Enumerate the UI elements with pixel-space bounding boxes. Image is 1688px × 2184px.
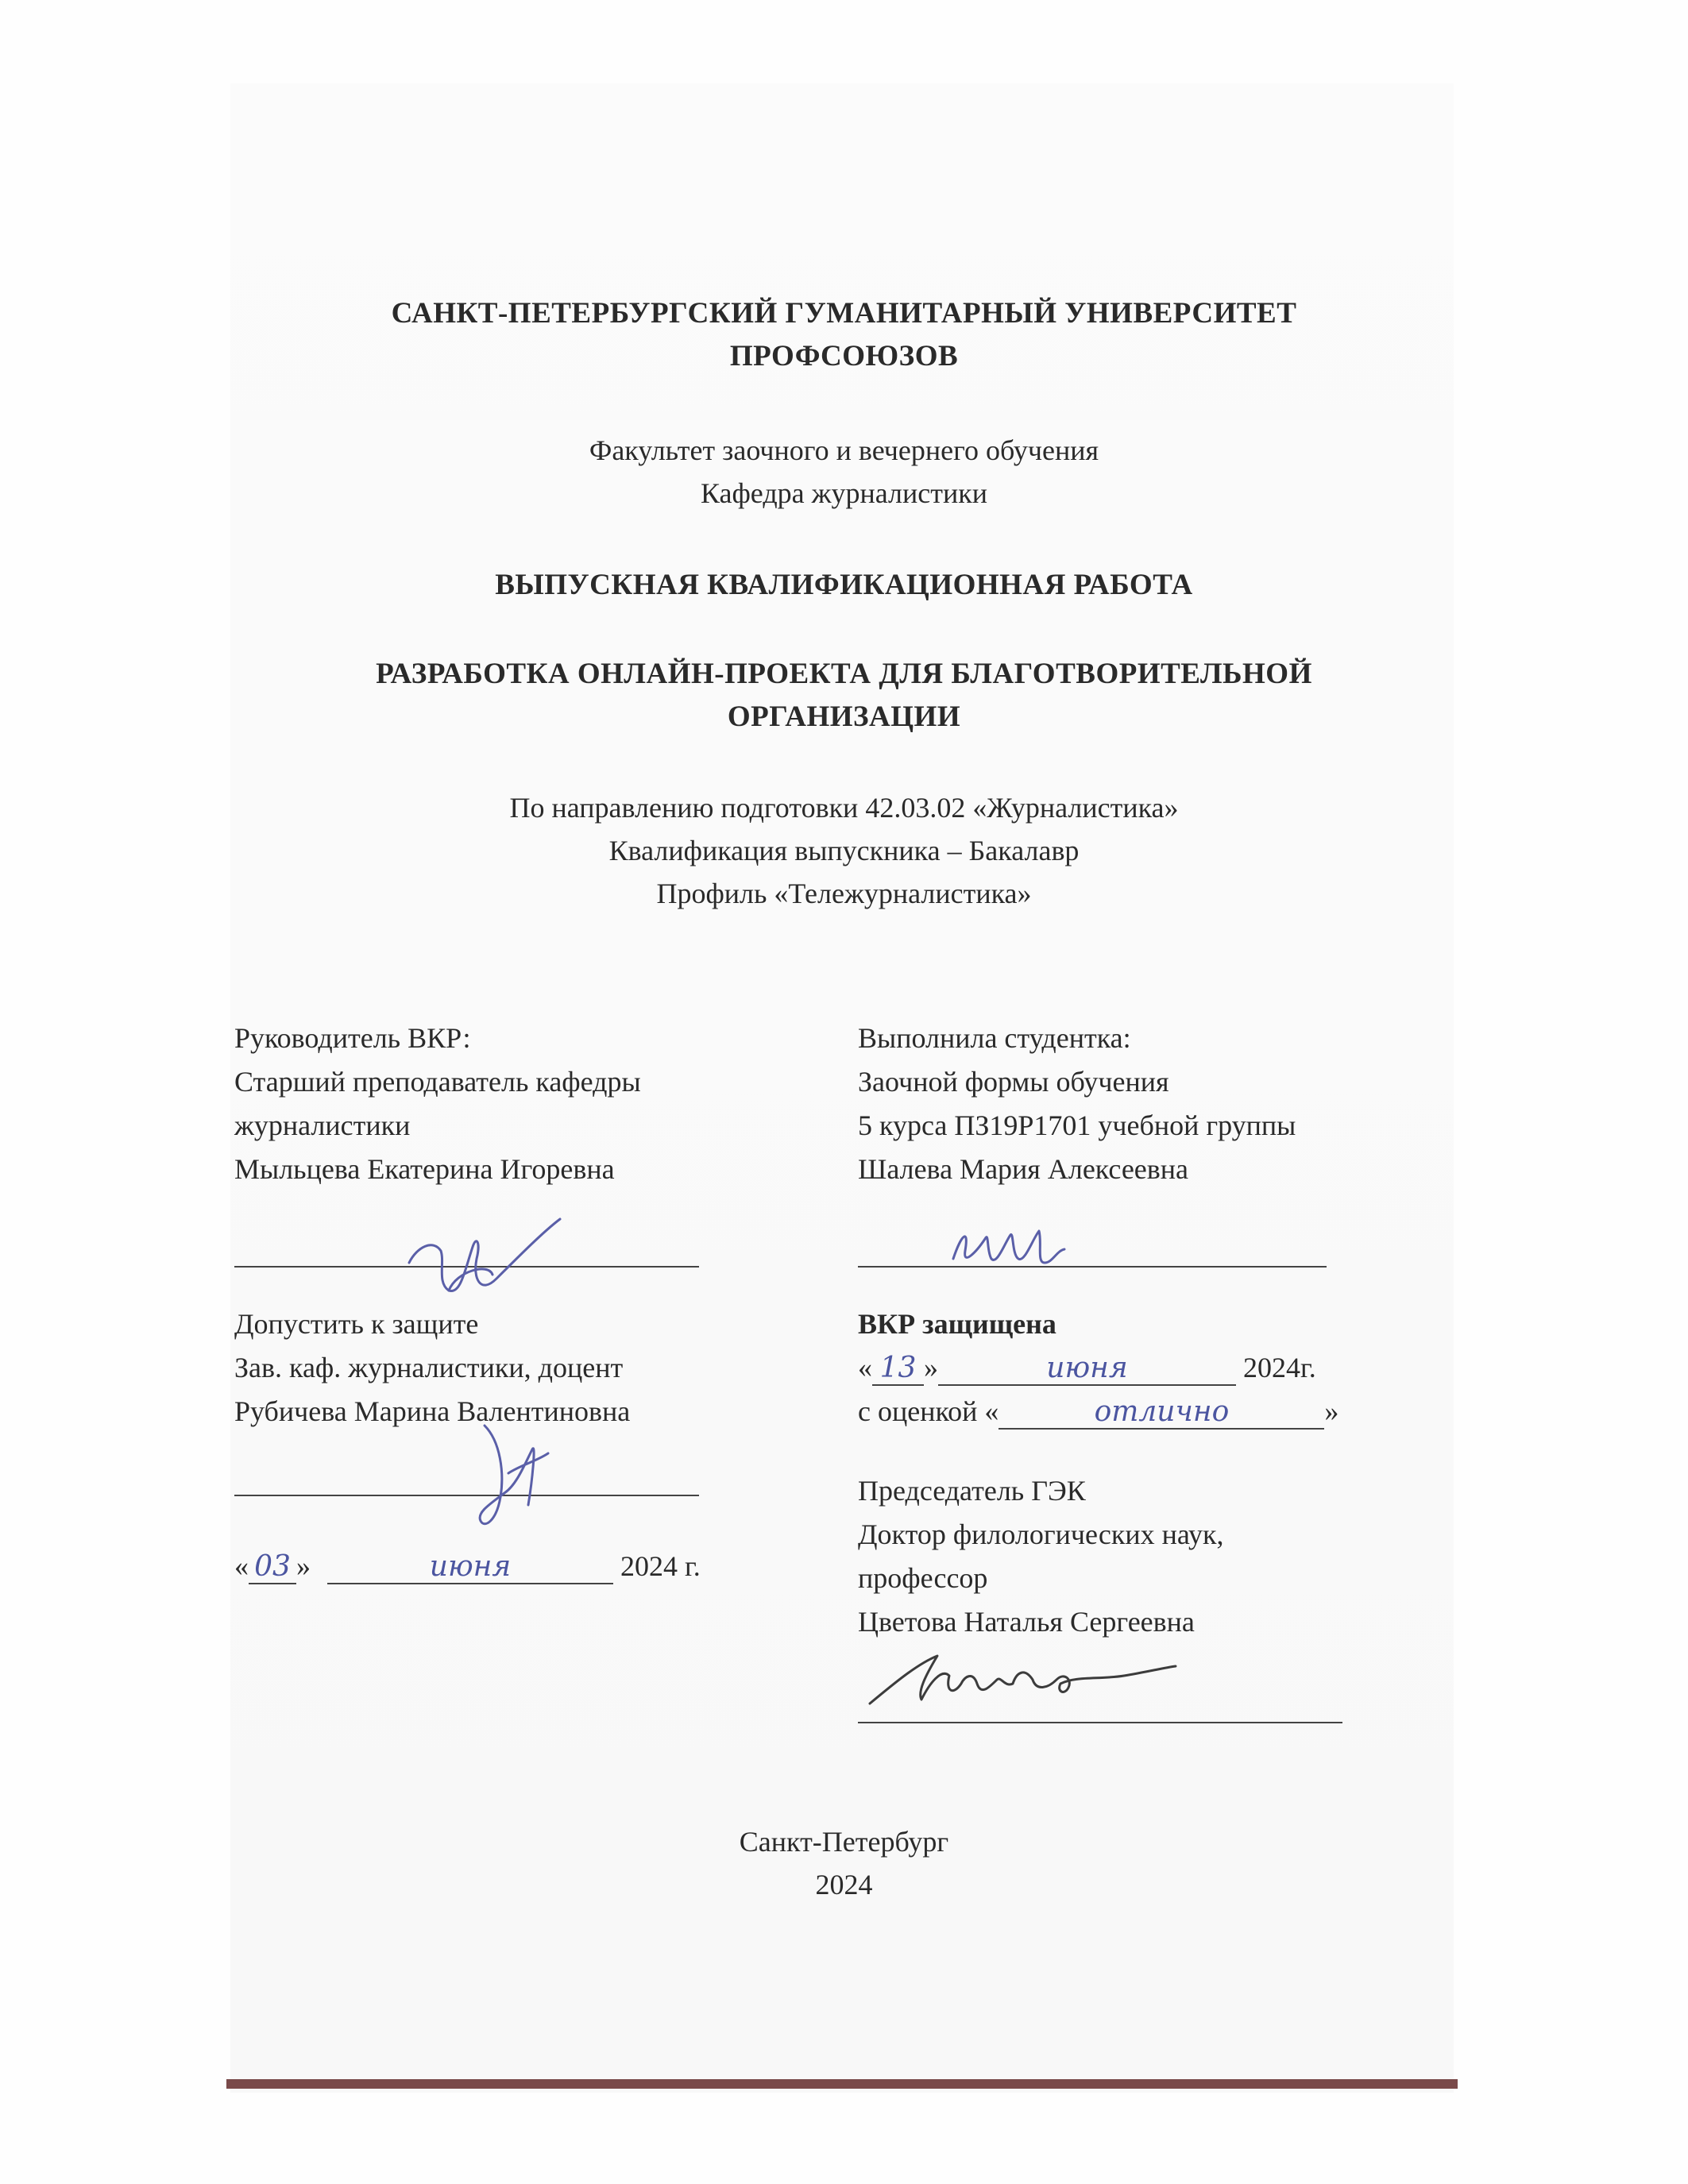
grade-value: отлично (999, 1396, 1324, 1430)
scan-edge-bar (226, 2079, 1458, 2089)
footer-year: 2024 (815, 1869, 873, 1900)
student-signature (945, 1219, 1072, 1275)
university-name (0, 292, 1688, 378)
admission-year: 2024 г. (620, 1550, 701, 1582)
topic-line-2: ОРГАНИЗАЦИИ (727, 700, 961, 733)
defense-quote-open: « (858, 1352, 872, 1383)
thesis-topic (0, 653, 1688, 739)
student-signature-line (858, 1266, 1327, 1268)
program-info (0, 786, 1688, 915)
admission-position: Зав. каф. журналистики, доцент (234, 1352, 624, 1383)
qualification: Квалификация выпускника – Бакалавр (608, 835, 1080, 866)
defense-year: 2024г. (1243, 1352, 1316, 1383)
footer-city: Санкт-Петербург (739, 1826, 949, 1858)
faculty-block (0, 429, 1688, 515)
defense-day: 13 (872, 1352, 924, 1386)
chair-degree: Доктор филологических наук, (858, 1518, 1224, 1550)
admission-month: июня (327, 1551, 613, 1584)
student-form: Заочной формы обучения (858, 1066, 1169, 1098)
student-name: Шалева Мария Алексеевна (858, 1153, 1189, 1185)
admission-day: 03 (249, 1551, 296, 1584)
supervisor-block (234, 1017, 641, 1191)
defense-grade (858, 1390, 1338, 1433)
university-line-1: САНКТ-ПЕТЕРБУРГСКИЙ ГУМАНИТАРНЫЙ УНИВЕРСИТЕТ (391, 297, 1297, 330)
admission-name: Рубичева Марина Валентиновна (234, 1395, 631, 1427)
grade-prefix: с оценкой « (858, 1395, 999, 1427)
direction: По направлению подготовки 42.03.02 «Журналистика» (509, 792, 1179, 824)
defense-label: ВКР защищена (858, 1308, 1056, 1340)
chair-signature-line (858, 1722, 1342, 1723)
admission-signature-line (234, 1495, 699, 1496)
student-block (858, 1017, 1296, 1191)
supervisor-label: Руководитель ВКР: (234, 1022, 471, 1054)
chair-title: профессор (858, 1562, 988, 1594)
defense-date (858, 1346, 1338, 1390)
supervisor-position-2: журналистики (234, 1109, 411, 1141)
topic-line-1: РАЗРАБОТКА ОНЛАЙН-ПРОЕКТА ДЛЯ БЛАГОТВОРИТЕЛЬНОЙ (376, 658, 1312, 690)
defense-block (858, 1302, 1338, 1433)
admission-block (234, 1302, 630, 1433)
supervisor-signature (401, 1215, 576, 1302)
defense-month: июня (938, 1352, 1236, 1386)
admission-signature (469, 1418, 556, 1537)
chair-name: Цветова Наталья Сергеевна (858, 1606, 1195, 1638)
university-line-2: ПРОФСОЮЗОВ (729, 340, 959, 372)
defense-quote-close: » (924, 1352, 938, 1383)
department-name: Кафедра журналистики (700, 477, 988, 509)
chair-signature (862, 1644, 1180, 1715)
admission-date (234, 1545, 701, 1588)
work-type: ВЫПУСКНАЯ КВАЛИФИКАЦИОННАЯ РАБОТА (495, 569, 1193, 601)
admission-quote-close: » (296, 1550, 311, 1582)
student-label: Выполнила студентка: (858, 1022, 1131, 1054)
faculty-name: Факультет заочного и вечернего обучения (589, 434, 1099, 466)
footer (0, 1820, 1688, 1906)
admission-label: Допустить к защите (234, 1308, 479, 1340)
admission-quote-open: « (234, 1550, 249, 1582)
chair-label: Председатель ГЭК (858, 1475, 1086, 1507)
supervisor-name: Мыльцева Екатерина Игоревна (234, 1153, 615, 1185)
student-group: 5 курса ПЗ19Р1701 учебной группы (858, 1109, 1296, 1141)
profile: Профиль «Тележурналистика» (656, 878, 1032, 909)
supervisor-position-1: Старший преподаватель кафедры (234, 1066, 641, 1098)
grade-suffix: » (1324, 1395, 1339, 1427)
chair-block (858, 1469, 1224, 1644)
